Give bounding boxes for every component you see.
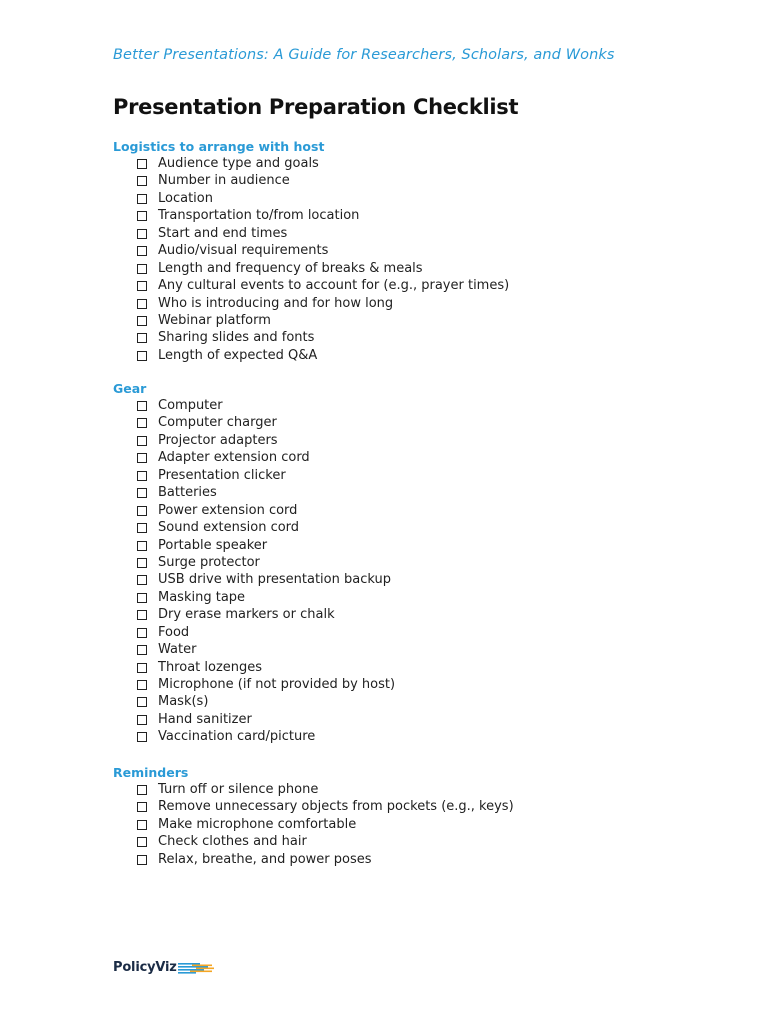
section-gear: [113, 380, 395, 746]
checklist-item: [113, 641, 395, 658]
checklist-item: [113, 851, 514, 868]
checklist-item: [113, 414, 395, 431]
checkbox[interactable]: [137, 820, 147, 830]
checklist-item-label: Surge protector: [158, 554, 260, 570]
checklist-item: [113, 312, 509, 329]
checklist-item: [113, 624, 395, 641]
checklist-item-label: Adapter extension cord: [158, 450, 310, 466]
checklist-item-label: Who is introducing and for how long: [158, 295, 394, 311]
checklist-item-label: USB drive with presentation backup: [158, 572, 391, 588]
checkbox[interactable]: [137, 523, 147, 533]
checkbox[interactable]: [137, 281, 147, 291]
book-title: Better Presentations: A Guide for Researchers, Scholars, and Wonks: [113, 47, 615, 63]
checkbox[interactable]: [137, 593, 147, 603]
checklist-item: [113, 781, 514, 798]
checklist-item: [113, 571, 395, 588]
policyviz-lines-icon: [178, 962, 214, 974]
checkbox[interactable]: [137, 316, 147, 326]
section-reminders: [113, 764, 514, 868]
checklist-item-label: Turn off or silence phone: [158, 782, 319, 797]
checkbox[interactable]: [137, 680, 147, 690]
checklist-item-label: Length of expected Q&A: [158, 347, 318, 363]
checklist-item: [113, 502, 395, 519]
checklist-item-label: Any cultural events to account for (e.g., prayer times): [158, 278, 510, 294]
checklist-item-label: Remove unnecessary objects from pockets (e.g., keys): [158, 799, 514, 815]
checkbox[interactable]: [137, 610, 147, 620]
checkbox[interactable]: [137, 418, 147, 428]
checklist: [113, 781, 514, 868]
checklist: [113, 397, 395, 746]
checkbox[interactable]: [137, 715, 147, 725]
checkbox[interactable]: [137, 697, 147, 707]
checklist-item: [113, 467, 395, 484]
checklist-item-label: Start and end times: [158, 225, 288, 241]
checklist-item-label: Projector adapters: [158, 432, 278, 448]
checkbox[interactable]: [137, 506, 147, 516]
checklist-item-label: Mask(s): [158, 694, 209, 710]
checklist-item: [113, 347, 509, 364]
checklist-item: [113, 554, 395, 571]
checklist-item-label: Computer charger: [158, 415, 277, 431]
checklist-item: [113, 484, 395, 501]
checklist-item: [113, 676, 395, 693]
checklist-item-label: Transportation to/from location: [158, 208, 360, 224]
checklist-item: [113, 190, 509, 207]
checkbox[interactable]: [137, 159, 147, 169]
checklist-item-label: Power extension cord: [158, 502, 298, 518]
checklist-item: [113, 589, 395, 606]
checkbox[interactable]: [137, 453, 147, 463]
checklist-item-label: Webinar platform: [158, 312, 271, 328]
checklist-item-label: Relax, breathe, and power poses: [158, 851, 372, 867]
section-heading: Reminders: [113, 765, 189, 780]
checklist-item-label: Hand sanitizer: [158, 711, 252, 727]
checkbox[interactable]: [137, 401, 147, 411]
checklist-item-label: Masking tape: [158, 589, 246, 605]
checklist-item-label: Water: [158, 642, 197, 658]
checklist-item: [113, 277, 509, 294]
checkbox[interactable]: [137, 246, 147, 256]
checklist-item-label: Presentation clicker: [158, 467, 286, 483]
checkbox[interactable]: [137, 176, 147, 186]
checklist-item: [113, 693, 395, 710]
checkbox[interactable]: [137, 663, 147, 673]
checklist: [113, 155, 509, 364]
checkbox[interactable]: [137, 333, 147, 343]
checklist-item-label: Check clothes and hair: [158, 834, 307, 850]
checklist-item: [113, 728, 395, 745]
checklist-item: [113, 449, 395, 466]
policyviz-logo: [113, 960, 214, 975]
checklist-item: [113, 172, 509, 189]
checkbox[interactable]: [137, 628, 147, 638]
checklist-item: [113, 711, 395, 728]
checklist-item-label: Sound extension cord: [158, 520, 300, 536]
checklist-item: [113, 659, 395, 676]
checkbox[interactable]: [137, 802, 147, 812]
checkbox[interactable]: [137, 351, 147, 361]
checklist-item-label: Location: [158, 190, 213, 206]
checklist-item: [113, 329, 509, 346]
checklist-item-label: Sharing slides and fonts: [158, 330, 315, 346]
checklist-item: [113, 225, 509, 242]
checklist-item: [113, 519, 395, 536]
checklist-item-label: Make microphone comfortable: [158, 816, 357, 832]
checklist-item-label: Microphone (if not provided by host): [158, 677, 396, 692]
checklist-item-label: Portable speaker: [158, 537, 268, 553]
logo-text: PolicyViz: [113, 960, 177, 975]
checkbox[interactable]: [137, 785, 147, 795]
checklist-item-label: Audio/visual requirements: [158, 243, 329, 259]
checklist-item-label: Audience type and goals: [158, 156, 319, 171]
checklist-item: [113, 432, 395, 449]
checkbox[interactable]: [137, 194, 147, 204]
checkbox[interactable]: [137, 299, 147, 309]
checkbox[interactable]: [137, 575, 147, 585]
checklist-item: [113, 606, 395, 623]
checklist-item: [113, 798, 514, 815]
checkbox[interactable]: [137, 837, 147, 847]
checklist-item-label: Food: [158, 624, 190, 640]
section-logistics: [113, 138, 509, 364]
checklist-item-label: Length and frequency of breaks & meals: [158, 260, 423, 276]
checklist-item-label: Throat lozenges: [158, 659, 263, 675]
checkbox[interactable]: [137, 211, 147, 221]
checklist-item-label: Number in audience: [158, 173, 290, 189]
checklist-item-label: Computer: [158, 398, 223, 413]
section-heading: Logistics to arrange with host: [113, 139, 325, 154]
checklist-item: [113, 242, 509, 259]
checkbox[interactable]: [137, 732, 147, 742]
checklist-item-label: Dry erase markers or chalk: [158, 607, 335, 623]
checklist-item-label: Batteries: [158, 485, 217, 501]
section-heading: Gear: [113, 381, 147, 396]
checklist-item: [113, 295, 509, 312]
checkbox[interactable]: [137, 558, 147, 568]
checklist-item: [113, 155, 509, 172]
checkbox[interactable]: [137, 855, 147, 865]
checklist-item: [113, 537, 395, 554]
checkbox[interactable]: [137, 264, 147, 274]
checklist-item: [113, 816, 514, 833]
checklist-item: [113, 397, 395, 414]
page-title: Presentation Preparation Checklist: [113, 95, 519, 119]
checkbox[interactable]: [137, 471, 147, 481]
checkbox[interactable]: [137, 436, 147, 446]
checklist-item: [113, 207, 509, 224]
checklist-item: [113, 260, 509, 277]
checkbox[interactable]: [137, 645, 147, 655]
checklist-item: [113, 833, 514, 850]
checkbox[interactable]: [137, 229, 147, 239]
checkbox[interactable]: [137, 488, 147, 498]
checkbox[interactable]: [137, 541, 147, 551]
checklist-item-label: Vaccination card/picture: [158, 729, 316, 745]
